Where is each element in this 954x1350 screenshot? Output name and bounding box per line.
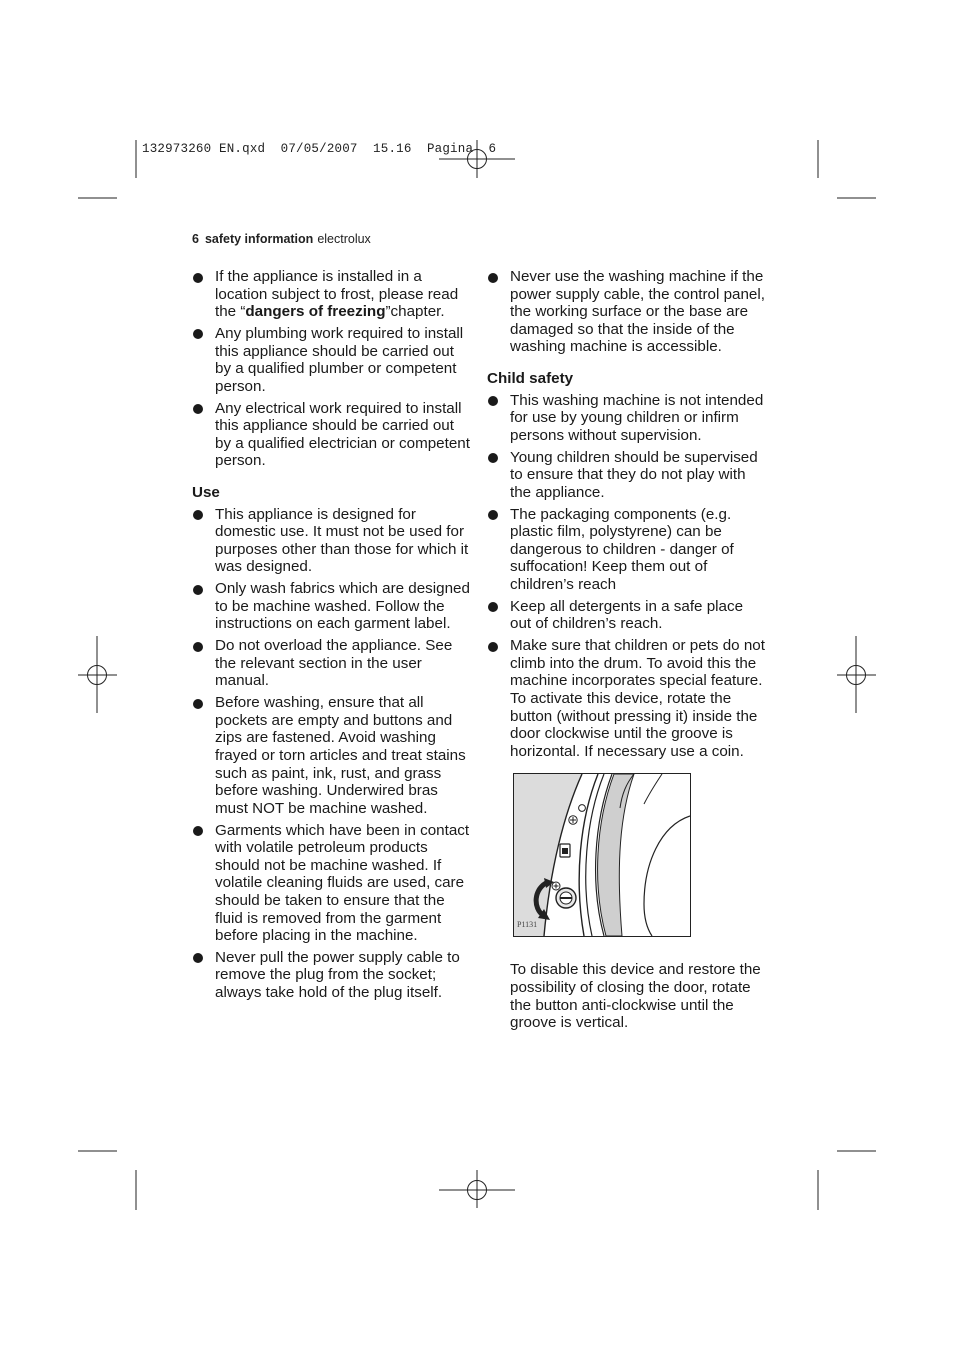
use-list bbox=[192, 506, 474, 1002]
list-item: Make sure that children or pets do not climb into the drum. To avoid this the machine incorporates special feature. To activate this device, rotate the button (without pressing it) inside the door clockwise until the groove is horizontal. If necessary use a coin. bbox=[487, 637, 767, 760]
list-item: Never pull the power supply cable to remove the plug from the socket; always take hold of the plug itself. bbox=[192, 949, 474, 1002]
section-title: safety information bbox=[204, 232, 314, 246]
disable-instructions: To disable this device and restore the possibility of closing the door, rotate the button anti-clockwise until the groove is vertical. bbox=[510, 961, 761, 1032]
left-column bbox=[192, 268, 474, 1006]
list-item: Do not overload the appliance. See the relevant section in the user manual. bbox=[192, 637, 474, 690]
list-item: Only wash fabrics which are designed to be machine washed. Follow the instructions on each garment label. bbox=[192, 580, 474, 633]
list-item: Young children should be supervised to ensure that they do not play with the appliance. bbox=[487, 449, 767, 502]
right-column bbox=[487, 268, 767, 1032]
list-item: Before washing, ensure that all pockets are empty and buttons and zips are fastened. Avoid washing frayed or torn articles and treat stains such as paint, ink, rust, and grass before washing. Underwired bras must NOT be machine washed. bbox=[192, 694, 474, 817]
list-item: This washing machine is not intended for use by young children or infirm persons without supervision. bbox=[487, 392, 767, 445]
brand-name: electrolux bbox=[317, 232, 371, 246]
child-safety-heading: Child safety bbox=[487, 369, 574, 387]
list-item: The packaging components (e.g. plastic film, polystyrene) can be dangerous to children - danger of suffocation! Keep them out of children’s reach bbox=[487, 506, 767, 594]
list-item: Garments which have been in contact with volatile petroleum products should not be machine washed. If volatile cleaning fluids are used, care should be taken to ensure that the fluid is removed from the garment before placing in the machine. bbox=[192, 822, 474, 945]
child-safety-list bbox=[487, 392, 767, 761]
running-head bbox=[192, 232, 371, 246]
intro-list-right bbox=[487, 268, 767, 356]
child-lock-illustration bbox=[513, 773, 691, 937]
list-item: Never use the washing machine if the power supply cable, the control panel, the working surface or the base are damaged so that the inside of the washing machine is accessible. bbox=[487, 268, 767, 356]
bold-term: dangers of freezing bbox=[245, 303, 386, 321]
print-slug: 132973260 EN.qxd 07/05/2007 15.16 Pagina 6 bbox=[142, 142, 497, 156]
door-lock-drawing bbox=[514, 774, 690, 936]
list-item: Any electrical work required to install this appliance should be carried out by a qualified electrician or competent person. bbox=[192, 400, 474, 470]
intro-list bbox=[192, 268, 474, 470]
list-item: Keep all detergents in a safe place out of children’s reach. bbox=[487, 598, 767, 633]
figure-code: P1131 bbox=[517, 919, 538, 929]
list-item: If the appliance is installed in a location subject to frost, please read the “dangers of freezing”chapter. bbox=[192, 268, 474, 321]
page-number: 6 bbox=[192, 232, 199, 246]
use-heading: Use bbox=[192, 483, 220, 501]
list-item: Any plumbing work required to install this appliance should be carried out by a qualified plumber or competent person. bbox=[192, 325, 474, 395]
list-item: This appliance is designed for domestic use. It must not be used for purposes other than those for which it was designed. bbox=[192, 506, 474, 576]
